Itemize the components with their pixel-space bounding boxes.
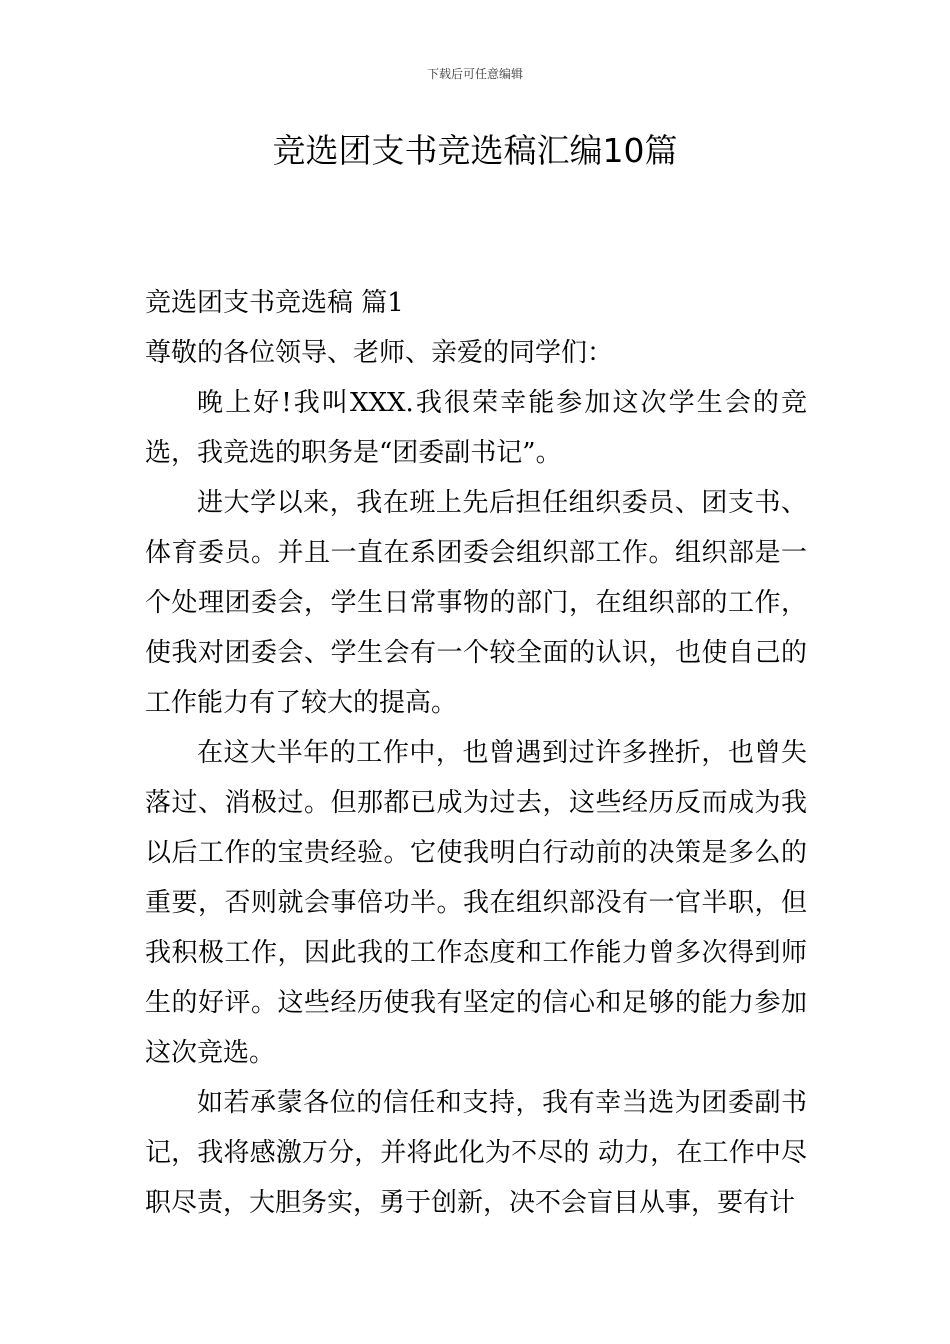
salutation: 尊敬的各位领导、老师、亲爱的同学们： bbox=[145, 338, 614, 368]
paragraph-1: 晚上好!我叫XXX.我很荣幸能参加这次学生会的竞选，我竞选的职务是“团委副书记”。 bbox=[145, 388, 807, 468]
document-body bbox=[145, 278, 807, 1228]
paragraph-2: 进大学以来，我在班上先后担任组织委员、团支书、体育委员。并且一直在系团委会组织部工作。组织部是一个处理团委会，学生日常事物的部门，在组织部的工作，使我对团委会、学生会有一个较全面的认识，也使自己的工作能力有了较大的提高。 bbox=[145, 488, 807, 718]
document-title: 竞选团支书竞选稿汇编10篇 bbox=[272, 131, 678, 170]
page-header-note: 下载后可任意编辑 bbox=[426, 67, 523, 81]
paragraph-4: 如若承蒙各位的信任和支持，我有幸当选为团委副书记，我将感激万分，并将此化为不尽的 动力，在工作中尽职尽责，大胆务实，勇于创新，决不会盲目从事，要有计 bbox=[145, 1088, 807, 1218]
paragraph-3: 在这大半年的工作中，也曾遇到过许多挫折，也曾失落过、消极过。但那都已成为过去，这些经历反而成为我以后工作的宝贵经验。它使我明白行动前的决策是多么的重要，否则就会事倍功半。我在组织部没有一官半职，但我积极工作，因此我的工作态度和工作能力曾多次得到师生的好评。这些经历使我有坚定的信心和足够的能力参加这次竞选。 bbox=[145, 738, 807, 1068]
section-heading: 竞选团支书竞选稿 篇1 bbox=[145, 288, 404, 318]
